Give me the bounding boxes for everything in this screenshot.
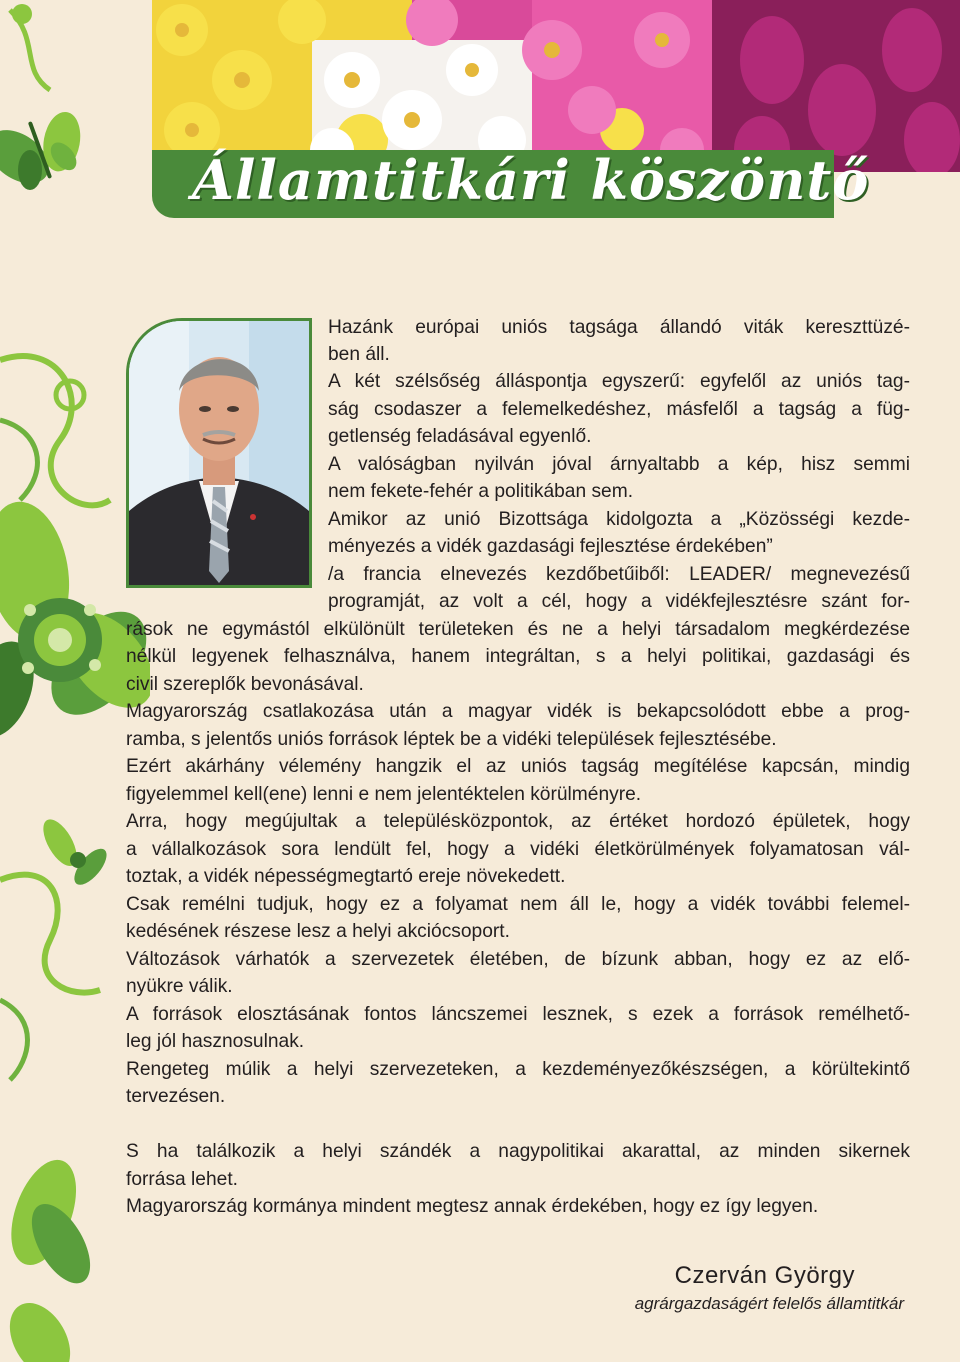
text-line: rások ne egymástól elkülönült területeken és ne a helyi társadalom megkérdezése [126, 619, 910, 640]
text-line: Hazánk európai uniós tagsága állandó viták kereszttüzé- [328, 317, 910, 338]
text-line: Amikor az unió Bizottsága kidolgozta a „Közösségi kezde- [328, 509, 910, 530]
text-line: figyelemmel kell(ene) lenni e nem jelentéktelen körülményre. [126, 784, 642, 805]
text-line: Változások várhatók a szervezetek életében, de bízunk abban, hogy ez az elő- [126, 949, 910, 970]
text-line: civil szereplők bevonásával. [126, 674, 364, 695]
text-line: nyükre válik. [126, 976, 233, 997]
text-line: Magyarország csatlakozása után a magyar vidék is bekapcsolódott ebbe a prog- [126, 701, 910, 722]
text-line: nem fekete-fehér a politikában sem. [328, 481, 634, 502]
text-line: ben áll. [328, 344, 390, 365]
text-line: ság csodaszer a felemelkedéshez, másfelől a tagság a füg- [328, 399, 910, 420]
signature-title: agrárgazdaságért felelős államtitkár [634, 1294, 904, 1313]
butterfly-icon [0, 92, 104, 207]
signature-name: Czerván György [674, 1262, 855, 1289]
text-line: /a francia elnevezés kezdőbetűiből: LEADER/ megnevezésű [328, 564, 910, 585]
text-line: nélkül legyenek felhasználva, hanem integráltan, s a helyi politikai, gazdasági és [126, 646, 910, 667]
text-line: Csak remélni tudjuk, hogy ez a folyamat nem áll le, hogy a vidék további felemel- [126, 894, 910, 915]
text-line: getlenség feladásával egyenlő. [328, 426, 592, 447]
page-title: Államtitkári köszöntő [192, 148, 870, 212]
portrait-photo [126, 318, 312, 588]
text-line: A források elosztásának fontos láncszemei lesznek, s ezek a források remélhető- [126, 1004, 910, 1025]
text-line: ramba, s jelentős uniós források léptek be a vidéki települések fejlesztésébe. [126, 729, 777, 750]
text-line: Ezért akárhány vélemény hangzik el az uniós tagság megítélése kapcsán, mindig [126, 756, 910, 777]
text-line: A valóságban nyilván jóval árnyaltabb a kép, hisz semmi [328, 454, 910, 475]
text-line: A két szélsőség álláspontja egyszerű: egyfelől az uniós tag- [328, 371, 910, 392]
text-line: forrása lehet. [126, 1169, 238, 1190]
text-line: Magyarország kormánya mindent megtesz annak érdekében, hogy ez így legyen. [126, 1196, 819, 1217]
text-line: kedésének részese lesz a helyi akciócsoport. [126, 921, 510, 942]
text-line: programját, az volt a cél, hogy a vidékfejlesztésre szánt for- [328, 591, 910, 612]
text-line: Rengeteg múlik a helyi szervezeteken, a kezdeményezőkészségen, a körültekintő [126, 1059, 910, 1080]
text-line: tervezésen. [126, 1086, 226, 1107]
text-line: leg jól hasznosulnak. [126, 1031, 305, 1052]
text-line: ményezés a vidék gazdasági fejlesztése érdekében” [328, 536, 773, 557]
text-line: Arra, hogy megújultak a településközpontok, az értéket hordozó épületek, hogy [126, 811, 910, 832]
flower-photo [152, 0, 960, 172]
text-line: S ha találkozik a helyi szándék a nagypolitikai akarattal, az minden sikernek [126, 1141, 910, 1162]
text-line: toztak, a vidék népességmegtartó ereje növekedett. [126, 866, 566, 887]
text-line: a vállalkozások sora lendült fel, hogy a vidéki életkörülmények folyamatosan vál- [126, 839, 910, 860]
